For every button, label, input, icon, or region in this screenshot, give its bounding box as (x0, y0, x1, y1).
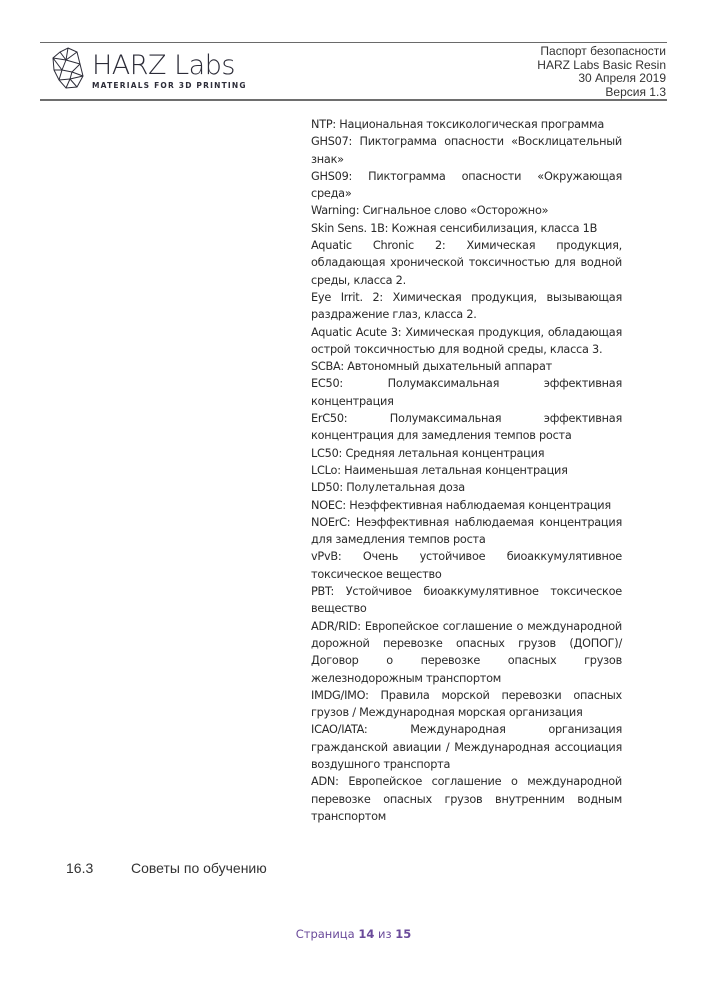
abbreviation-item: PBT: Устойчивое биоаккумулятивное токсическое вещество (311, 585, 622, 616)
abbreviation-item: NOEC: Неэффективная наблюдаемая концентрация (311, 498, 611, 512)
abbreviation-item: Aquatic Chronic 2: Химическая продукция, обладающая хронической токсичностью для водной среды, класса 2. (311, 239, 622, 287)
abbreviation-item: NOErC: Неэффективная наблюдаемая концентрация для замедления темпов роста (311, 515, 622, 547)
doc-type: Паспорт безопасности (540, 44, 666, 58)
header-top-rule (40, 42, 667, 43)
header-bottom-rule (40, 99, 667, 101)
abbreviation-item: IMDG/IMO: Правила морской перевозки опасных грузов / Международная морская организация (311, 688, 622, 720)
abbreviation-item: NTP: Национальная токсикологическая программа (311, 118, 604, 131)
doc-version: Версия 1.3 (605, 84, 666, 99)
abbreviation-item: GHS07: Пиктограмма опасности «Восклицательный знак» (311, 135, 622, 166)
logo-tagline: MATERIALS FOR 3D PRINTING (92, 80, 247, 90)
abbreviation-item: Warning: Сигнальное слово «Осторожно» (311, 204, 549, 218)
abbreviation-item: LCLo: Наименьшая летальная концентрация (311, 463, 568, 477)
doc-date: 30 Апреля 2019 (578, 71, 666, 85)
company-logo (50, 46, 247, 95)
abbreviation-item: Aquatic Acute 3: Химическая продукция, обладающая острой токсичностью для водной среды, класса 3. (311, 325, 622, 356)
abbreviation-item: vPvB: Очень устойчивое биоаккумулятивное токсическое вещество (311, 550, 622, 581)
abbreviation-item: ADN: Европейское соглашение о международной перевозке опасных грузов внутренним водным транспортом (311, 775, 622, 823)
abbreviation-item: Skin Sens. 1B: Кожная сенсибилизация, класса 1B (311, 221, 598, 235)
abbreviation-item: GHS09: Пиктограмма опасности «Окружающая среда» (311, 169, 622, 201)
abbreviation-item: LD50: Полулетальная доза (311, 481, 465, 495)
product-name: HARZ Labs Basic Resin (537, 57, 666, 72)
section-heading (66, 860, 267, 876)
abbreviation-item: ErC50: Полумаксимальная эффективная концентрация для замедления темпов роста (311, 412, 622, 443)
logo-name: HARZ Labs (92, 49, 235, 81)
section-title: Советы по обучению (131, 860, 267, 876)
page-footer (0, 927, 707, 941)
abbreviation-item: LC50: Средняя летальная концентрация (311, 446, 545, 460)
abbreviation-item: SCBA: Автономный дыхательный аппарат (311, 360, 552, 374)
document-meta (537, 45, 666, 99)
total-pages: 15 (395, 927, 412, 941)
current-page: 14 (358, 927, 375, 941)
abbreviation-item: ADR/RID: Европейское соглашение о международной дорожной перевозке опасных грузов (ДОПОГ)/ Договор о перевозке опасных грузов железнодорожным транспортом (311, 619, 622, 685)
abbreviation-item: EC50: Полумаксимальная эффективная концентрация (311, 377, 622, 408)
section-number: 16.3 (66, 860, 94, 876)
page-label: Страница (295, 927, 355, 941)
of-label: из (378, 927, 392, 941)
abbreviations-list (311, 116, 622, 825)
polygon-mesh-icon (50, 46, 88, 95)
abbreviation-item: ICAO/IATA: Международная организация гражданской авиации / Международная ассоциация воздушного транспорта (311, 723, 622, 771)
abbreviation-item: Eye Irrit. 2: Химическая продукция, вызывающая раздражение глаз, класса 2. (311, 290, 622, 322)
